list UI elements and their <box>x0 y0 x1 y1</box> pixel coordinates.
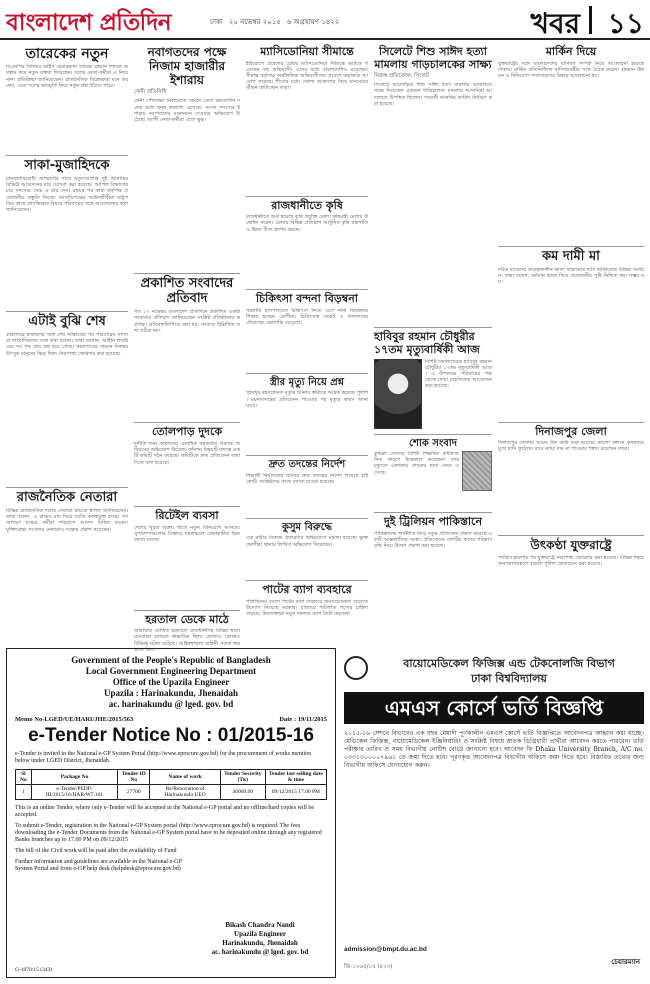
article-body: মানবতাবিরোধী অপরাধের দায়ে মৃত্যুদণ্ডপ্রাপ্ত দুই আসামির রিভিউ আবেদনের রায় ঘোষণা করা হয়েছে। আপিল বিভাগের চার সদস্যের বেঞ্চ এ রায় দেন। রায়ের পর কারা কর্তৃপক্ষ প্রয়োজনীয় প্রস্তুতি নিচ্ছে। আসামিপক্ষের আইনজীবীরা রাষ্ট্রপতির কাছে প্রাণভিক্ষার বিষয়ে পরিবারের সঙ্গে আলোচনার কথা জানিয়েছেন। <box>6 176 128 214</box>
headline: এটাই বুঝি শেষ <box>28 314 106 330</box>
headline: কুসুম বিরুদ্ধে <box>281 521 333 533</box>
dept-name: Local Government Engineering Department <box>85 666 257 676</box>
col-header: Package No <box>31 770 118 785</box>
article-body: সরকারি হাসপাতালে চিকিৎসা নিতে এসে নানা বিড়ম্বনার শিকার হচ্ছেন রোগীরা। চিকিৎসক সংকট ও দালালদের দৌরাত্ম্যে ভোগান্তি বেড়েছে। <box>246 307 368 327</box>
article[interactable] <box>374 516 492 631</box>
headline: পাটের ব্যাগ ব্যবহারে <box>262 583 352 597</box>
obituary-photo <box>462 451 492 491</box>
table-cell: 27700 <box>118 785 150 800</box>
headline: চিকিৎসা বন্দনা বিড়ম্বনা <box>256 292 358 306</box>
divider <box>134 273 240 274</box>
article[interactable] <box>134 510 240 605</box>
tender-note: This is an online Tender, where only e-Tender will be accepted in the National e-GP portal and no offline/hard copies will be accepted. <box>15 805 315 818</box>
article-body: পাকিস্তানের অর্থনীতি নিয়ে নতুন প্রতিবেদন প্রকাশ করেছে একটি আন্তর্জাতিক সংস্থা। প্রতিবেদনে দেশটির ঋণের পরিমাণ বৃদ্ধি নিয়ে উদ্বেগ প্রকাশ করা হয়েছে। <box>374 530 492 550</box>
headline: প্রকাশিত সংবাদের প্রতিবাদ <box>140 276 234 307</box>
divider <box>246 518 368 519</box>
article-body: পলিথিনের বদলে পাটের ব্যাগ ব্যবহারে জনসচেতনতা বাড়াতে উদ্যোগ নিয়েছে সরকার। বাজারে পাটজাত পণ্যের চাহিদা বাড়ছে। উদ্যোক্তারা নতুন নকশার ব্যাগ তৈরি করছেন। <box>246 599 368 618</box>
article[interactable] <box>246 200 368 285</box>
table-cell: 40000.00 <box>220 785 265 800</box>
article-body: দিনাজপুর জেলায় আমন ধান কাটা শুরু হয়েছে। ভালো ফলনে কৃষকদের মুখে হাসি ফুটেছে। তবে ন্যায্য দাম না পাওয়ার শঙ্কায় রয়েছেন তারা। <box>498 440 644 453</box>
article-body: যুক্তরাষ্ট্রের সঙ্গে বাংলাদেশের বাণিজ্য সম্পর্ক নিয়ে আলোচনা হয়েছে ঢাকায়। মার্কিন প্রতিনিধিদল বাণিজ্যমন্ত্রীর সঙ্গে বৈঠক করেন। শ্রমমান উন্নয়ন ও বিনিয়োগ সম্প্রসারণের বিষয়ে আলোচনা হয়। <box>498 60 644 80</box>
edition-bangla-date: ৬ অগ্রহায়ণ ১৪২২ <box>286 18 340 26</box>
signatory-title: Upazila Engineer <box>234 930 286 938</box>
divider <box>6 487 128 488</box>
ad-code: G-1070/15 (343) <box>15 967 53 973</box>
headline: দ্রুত তদন্তের নির্দেশ <box>268 459 346 471</box>
headline: ম্যাসিডোনিয়া সীমান্তে <box>260 45 354 58</box>
article[interactable] <box>6 46 128 150</box>
article-body: বিএনপির সিনিয়র ভাইস চেয়ারম্যান তারেক রহমান লন্ডনে অবস্থান করে নতুন বক্তব্য দিয়েছেন। দলের নেতা-কর্মীরা এ নিয়ে নানা প্রতিক্রিয়া জানিয়েছেন। রাজনৈতিক বিশ্লেষকরা মনে করছেন, এতে দলের ভাবমূর্তি নিয়ে নতুন প্রশ্ন উঠতে পারে। <box>6 64 128 89</box>
table-cell: 1 <box>16 785 32 800</box>
divider <box>246 289 368 290</box>
article[interactable] <box>134 46 240 268</box>
article-body: শিক্ষার্থী নির্যাতনের ঘটনায় দ্রুত তদন্তের নির্দেশ দিয়েছে হাইকোর্ট। সংশ্লিষ্টদের কাছে ব্যাখ্যা চাওয়া হয়েছে। <box>246 472 368 486</box>
article[interactable] <box>246 377 368 451</box>
divider <box>246 455 368 456</box>
divider <box>498 246 644 247</box>
article-body: দুর্নীতি দমন কমিশনের একাধিক কর্মকর্তার বিরুদ্ধে অনিয়মের অভিযোগ উঠেছে। কমিশন বিষয়টি তদন্তে একটি কমিটি গঠন করেছে। কমিটিকে দ্রুত প্রতিবেদন জমা দিতে বলা হয়েছে। <box>134 440 240 466</box>
admission-body: ২০১৫-১৬ সেশনে বিভাগের এক বছর মেয়াদী পূর্ণকালীন এমএস কোর্সে ভর্তি বিজ্ঞপ্তিতে আবেদনপত্র আহ্বান করা যাচ্ছে। মেডিকেল ফিজিক্স, বায়োমেডিকেল ইঞ্জিনিয়ারিং ও সংশ্লিষ্ট বিষয়ে স্নাতক ডিগ্রিধারী প্রার্থীরা আবেদন করতে পারবেন। ভর্তি পরীক্ষার তারিখ ও সময় বিভাগীয় নোটিশ বোর্ডে জানানো হবে। আবেদন ফি Dhaka University Branch, A/C no. ০৩৩১৩০০০০৭৯৬১ তে জমা দিতে হবে। পূরণকৃত আবেদনপত্র বিভাগীয় অফিসে জমা দিতে হবে। বিস্তারিত তথ্যের জন্য বিভাগীয় অফিসে যোগাযোগ করুন। <box>344 730 644 769</box>
department-header <box>374 656 644 686</box>
edition-city: ঢাকা <box>210 18 223 26</box>
table-cell: e-Tender/PEDP-III/2015/16/HAR/W7.101 <box>31 785 118 800</box>
divider <box>498 422 644 423</box>
divider <box>374 327 492 328</box>
article[interactable] <box>498 46 644 241</box>
office-email: ac. harinakundu @ lged. gov. bd <box>108 699 234 709</box>
tender-note: The bill of the Civil work will be paid after the availability of Fund <box>15 848 177 854</box>
divider <box>134 610 240 611</box>
col-header: Tender ID No <box>118 770 150 785</box>
col-header: Tender last selling date & time <box>265 770 326 785</box>
headline: কম দামী মা <box>542 248 600 264</box>
headline: সিলেটে শিশু সাঈদ হত্যা মামলায় গাড়চালকের সাক্ষ্য <box>374 45 492 71</box>
divider <box>246 196 368 197</box>
divider <box>6 155 128 156</box>
divider <box>374 434 492 435</box>
memo-date: Date : 19/11/2015 <box>279 716 327 723</box>
gov-name: Government of the People's Republic of Bangladesh <box>71 655 271 665</box>
tender-note: Further information and guidelines are available in the National e-GP System Portal and from e-GP help desk (helpdesk@eprocure.gov.bd) <box>15 859 182 872</box>
page-number: ১১ <box>607 7 644 40</box>
article-body: কারাগারে স্বজনদের সঙ্গে শেষ সাক্ষাতের পর পরিবারের সদস্যরা সাংবাদিকদের সঙ্গে কথা বলেন। তারা জানান, আইনি লড়াইয়ের সব পথ প্রায় বন্ধ হয়ে গেছে। কারাগারের সামনে দিনভর উৎসুক মানুষের ভিড় ছিল। নিরাপত্তা জোরদার করা হয়েছে। <box>6 331 128 357</box>
article[interactable] <box>6 159 128 306</box>
article-body: কুমিল্লা জেলার বিশিষ্ট শিক্ষাবিদ বার্ধক্যজনিত কারণে ইন্তেকাল করেছেন। তার মৃত্যুতে এলাকায় শোকের ছায়া নেমে এসেছে। <box>374 451 459 476</box>
admission-signature: চেয়ারম্যান <box>611 957 640 966</box>
divider <box>6 311 128 312</box>
col-header: Tender Security (Tk) <box>220 770 265 785</box>
tender-notice-ad[interactable] <box>6 648 336 978</box>
divider <box>246 580 368 581</box>
article[interactable] <box>498 250 644 417</box>
article-body: জামায়াত ঘোষিত হরতালে রাজধানীসহ বিভিন্ন স্থানে যানবাহন চলাচল স্বাভাবিক ছিল। কোথাও কোথাও বিক্ষিপ্ত ঘটনা ঘটেছে। আইনশৃঙ্খলা বাহিনী সতর্ক অবস্থানে ছিল। <box>134 628 240 653</box>
divider <box>374 512 492 513</box>
article-body: ইউরোপে প্রবেশের চেষ্টায় ম্যাসিডোনিয়া সীমান্তে আটকে পড়েছেন বহু অভিবাসী। এদের মধ্যে বাংলাদেশিও রয়েছেন। সীমান্ত কর্তৃপক্ষ অর্থনৈতিক অভিবাসীদের প্রবেশে কড়াকড়ি আরোপ করেছে। শীতের মধ্যে খোলা আকাশের নিচে মানবেতর জীবন কাটাচ্ছেন তারা। <box>246 60 368 92</box>
tender-note: To submit e-Tender, registration in the National e-GP System portal (http://www.eprocure.gov.bd) is required. The fees downloading the e-Tender Documents from the National e-GP System portal have to be deposited online through any registered Banks branches up to 17.00 PM on 09/12/2015 <box>15 823 322 843</box>
headline: তোলপাড় দুদকে <box>151 425 223 439</box>
column-1 <box>6 46 128 663</box>
article-body: ফেনী পৌরসভা নির্বাচনকে সামনে রেখে ক্ষমতাসীন দলের মধ্যে দ্বন্দ্ব প্রকাশ্যে এসেছে। সংসদ সদস্যের ইশারায় নবাগতদের মনোনয়ন দেওয়ার অভিযোগ উঠেছে। ত্যাগী নেতা-কর্মীরা এতে ক্ষুব্ধ। <box>134 98 240 123</box>
col-header: Name of work <box>150 770 221 785</box>
signatory-email: ac. harinakundu @ lged. gov. bd <box>211 948 309 956</box>
column-2 <box>134 46 240 703</box>
article[interactable] <box>246 522 368 576</box>
signatory-location: Harinakundu, Jhenaidah <box>222 939 298 947</box>
article[interactable] <box>134 277 240 417</box>
table-header-row <box>16 770 327 785</box>
tender-meta <box>15 716 327 723</box>
memo-number: Memo No-LGED/UE/HARI/JHE/2015/563 <box>15 716 134 723</box>
tender-intro: e-Tender is invited in the National e-GP System Portal (http://www.eprocure.gov.bd) for the procurement of works mention below under LGED District, Jhenaidah. <box>15 751 312 764</box>
article[interactable] <box>6 315 128 482</box>
table-row <box>16 785 327 800</box>
signatory-name: Bikash Chandra Nandi <box>225 921 295 929</box>
article[interactable] <box>498 539 644 655</box>
university-logo-icon <box>344 656 368 680</box>
article[interactable] <box>6 491 128 658</box>
headline: উৎকণ্ঠা যুক্তরাষ্ট্রে <box>530 538 612 553</box>
article-body: প্যারিস হামলার পর যুক্তরাষ্ট্রে নিরাপত্তা জোরদার করা হয়েছে। বিভিন্ন শহরে জনসমাগমস্থলে বাড়তি পুলিশ মোতায়েন করা হয়েছে। <box>498 555 644 568</box>
article[interactable] <box>374 331 492 428</box>
column-5 <box>498 46 644 660</box>
table-cell: Re/Renovation of Harinakundu UEO <box>150 785 221 800</box>
ad-code: জি-১০৬৫/১৫ (৫০৩) <box>344 964 393 970</box>
tender-signature <box>195 921 325 957</box>
section-name: খবর <box>530 7 580 40</box>
article-body: দরিদ্র মায়েদের মাতৃত্বকালীন ভাতা বাড়ানোর দাবি জানিয়েছে বিভিন্ন সংগঠন। তারা বলেন, বর্তমান ভাতা দিয়ে প্রয়োজনীয় পুষ্টি নিশ্চিত করা সম্ভব নয়। <box>498 266 644 285</box>
university-name: ঢাকা বিশ্ববিদ্যালয় <box>471 672 547 685</box>
headline: দুই ট্রিলিয়ন পাকিস্তানে <box>383 515 483 529</box>
article-body: গত ১৭ নভেম্বর বাংলাদেশ প্রতিদিনে প্রকাশিত একটি সংবাদের প্রতিবাদ জানিয়েছেন সংশ্লিষ্ট প্রতিষ্ঠানের কর্তৃপক্ষ। প্রতিবাদলিপিতে বলা হয়, সংবাদে উল্লিখিত তথ্য সঠিক নয়। <box>134 309 240 334</box>
admission-title: এমএস কোর্সে ভর্তি বিজ্ঞপ্তি <box>344 692 644 724</box>
headline: তারেকের নতুন <box>25 46 109 62</box>
article-body: দেশের খুচরা বিক্রয় খাতে নতুন বিনিয়োগ আসছে। সুপারশপগুলোর বিস্তারে শহরাঞ্চলে কেনাকাটার ধরন বদলে যাচ্ছে। <box>134 524 240 543</box>
tender-table <box>15 769 327 800</box>
article[interactable] <box>498 426 644 531</box>
divider <box>134 506 240 507</box>
column-3 <box>246 46 368 692</box>
headline: মার্কিন দিয়ে <box>545 45 597 58</box>
tender-header <box>15 655 327 710</box>
headline: শোক সংবাদ <box>409 437 457 449</box>
divider <box>246 373 368 374</box>
masthead <box>0 0 650 40</box>
headline: স্ত্রীর মৃত্যু নিয়ে প্রশ্ন <box>269 376 345 388</box>
headline: রিটেইল ব্যবসা <box>155 508 219 522</box>
article-body: বিভিন্ন রাজনৈতিক দলের নেতারা রায়কে স্বাগত জানিয়েছেন। তারা বলেন, এ রায়ের মধ্য দিয়ে জাতি কলঙ্কমুক্ত হচ্ছে। গণজাগরণ মঞ্চের কর্মীরা শাহবাগে আনন্দ মিছিল করেন। মুক্তিযোদ্ধা সংসদের নেতারাও সন্তোষ প্রকাশ করেছেন। <box>6 507 128 533</box>
article[interactable] <box>374 438 492 508</box>
edition-date: ২০ নভেম্বর ২০১৫ <box>228 18 281 26</box>
byline: ফেনী প্রতিনিধি <box>134 89 167 96</box>
article[interactable] <box>134 426 240 501</box>
edition-info <box>210 16 339 28</box>
admission-email[interactable]: admission@bmpt.du.ac.bd <box>344 946 427 953</box>
headline: রাজধানীতে কৃষি <box>271 198 343 212</box>
portrait-photo <box>374 359 422 429</box>
page-separator <box>589 6 592 34</box>
headline: হাবিবুর রহমান চৌধুরীর ১৭তম মৃত্যুবার্ষিকী আজ <box>374 330 480 356</box>
article[interactable] <box>374 46 492 322</box>
article-body: রাজধানীতে শুরু হয়েছে কৃষি প্রযুক্তি মেলা। কৃষিমন্ত্রী মেলার উদ্বোধন করেন। মেলায় বিভিন্ন প্রতিষ্ঠান আধুনিক কৃষি যন্ত্রপাতি ও উন্নত বীজ প্রদর্শন করছে। <box>246 214 368 233</box>
article[interactable] <box>246 459 368 513</box>
headline: হরতাল ডেকে মাঠে <box>145 612 229 626</box>
headline: নবাগতদের পক্ষে নিজাম হাজারীর ইশারায় <box>147 45 227 87</box>
col-header: Sl No <box>16 770 32 785</box>
divider <box>134 422 240 423</box>
headline: সাকা-মুজাহিদকে <box>24 158 110 174</box>
office-name: Office of the Upazila Engineer <box>112 677 230 687</box>
admission-notice-ad[interactable] <box>344 656 644 978</box>
table-cell: 09/12/2015 17.00 PM <box>265 785 326 800</box>
article-body: সিলেটে আলোচিত শিশু সাঈদ হত্যা মামলায় আদালতে সাক্ষ্য দিয়েছেন একজন গাড়িচালক। মামলার আসামিরা আদালতে উপস্থিত ছিলেন। পরবর্তী শুনানির তারিখ নির্ধারণ করা হয়েছে। <box>374 82 492 107</box>
newspaper-logo: বাংলাদেশ প্রতিদিন <box>6 10 172 36</box>
byline: নিজস্ব প্রতিবেদক, সিলেট <box>374 73 429 80</box>
department-name: বায়োমেডিকেল ফিজিক্স এন্ড টেকনোলজি বিভাগ <box>403 657 615 670</box>
headline: রাজনৈতিক নেতারা <box>16 489 118 505</box>
article-body: বিশিষ্ট সমাজসেবক হাবিবুর রহমান চৌধুরীর ১৭তম মৃত্যুবার্ষিকী আজ। এ উপলক্ষে পরিবারের পক্ষ থেকে দোয়া মাহফিলের আয়োজন করা হয়েছে। <box>425 358 492 390</box>
article[interactable] <box>246 293 368 368</box>
article[interactable] <box>246 46 368 191</box>
divider <box>498 535 644 536</box>
article-body: গৃহবধূর রহস্যজনক মৃত্যুর ঘটনায় স্বামীকে আটক করেছে পুলিশ। ময়নাতদন্তের প্রতিবেদন পাওয়ার পর মৃত্যুর কারণ জানা যাবে। <box>246 390 368 409</box>
office-location: Upazila : Harinakundu, Jhenaidah <box>103 688 239 698</box>
column-4 <box>374 46 492 636</box>
headline: দিনাজপুর জেলা <box>535 424 607 438</box>
article-body: এক নারীর বিরুদ্ধে প্রতারণার অভিযোগে মামলা হয়েছে। ভুক্তভোগীরা থানায় লিখিত অভিযোগ দিয়েছেন। <box>246 535 368 548</box>
tender-title: e-Tender Notice No : 01/2015-16 <box>28 725 314 746</box>
